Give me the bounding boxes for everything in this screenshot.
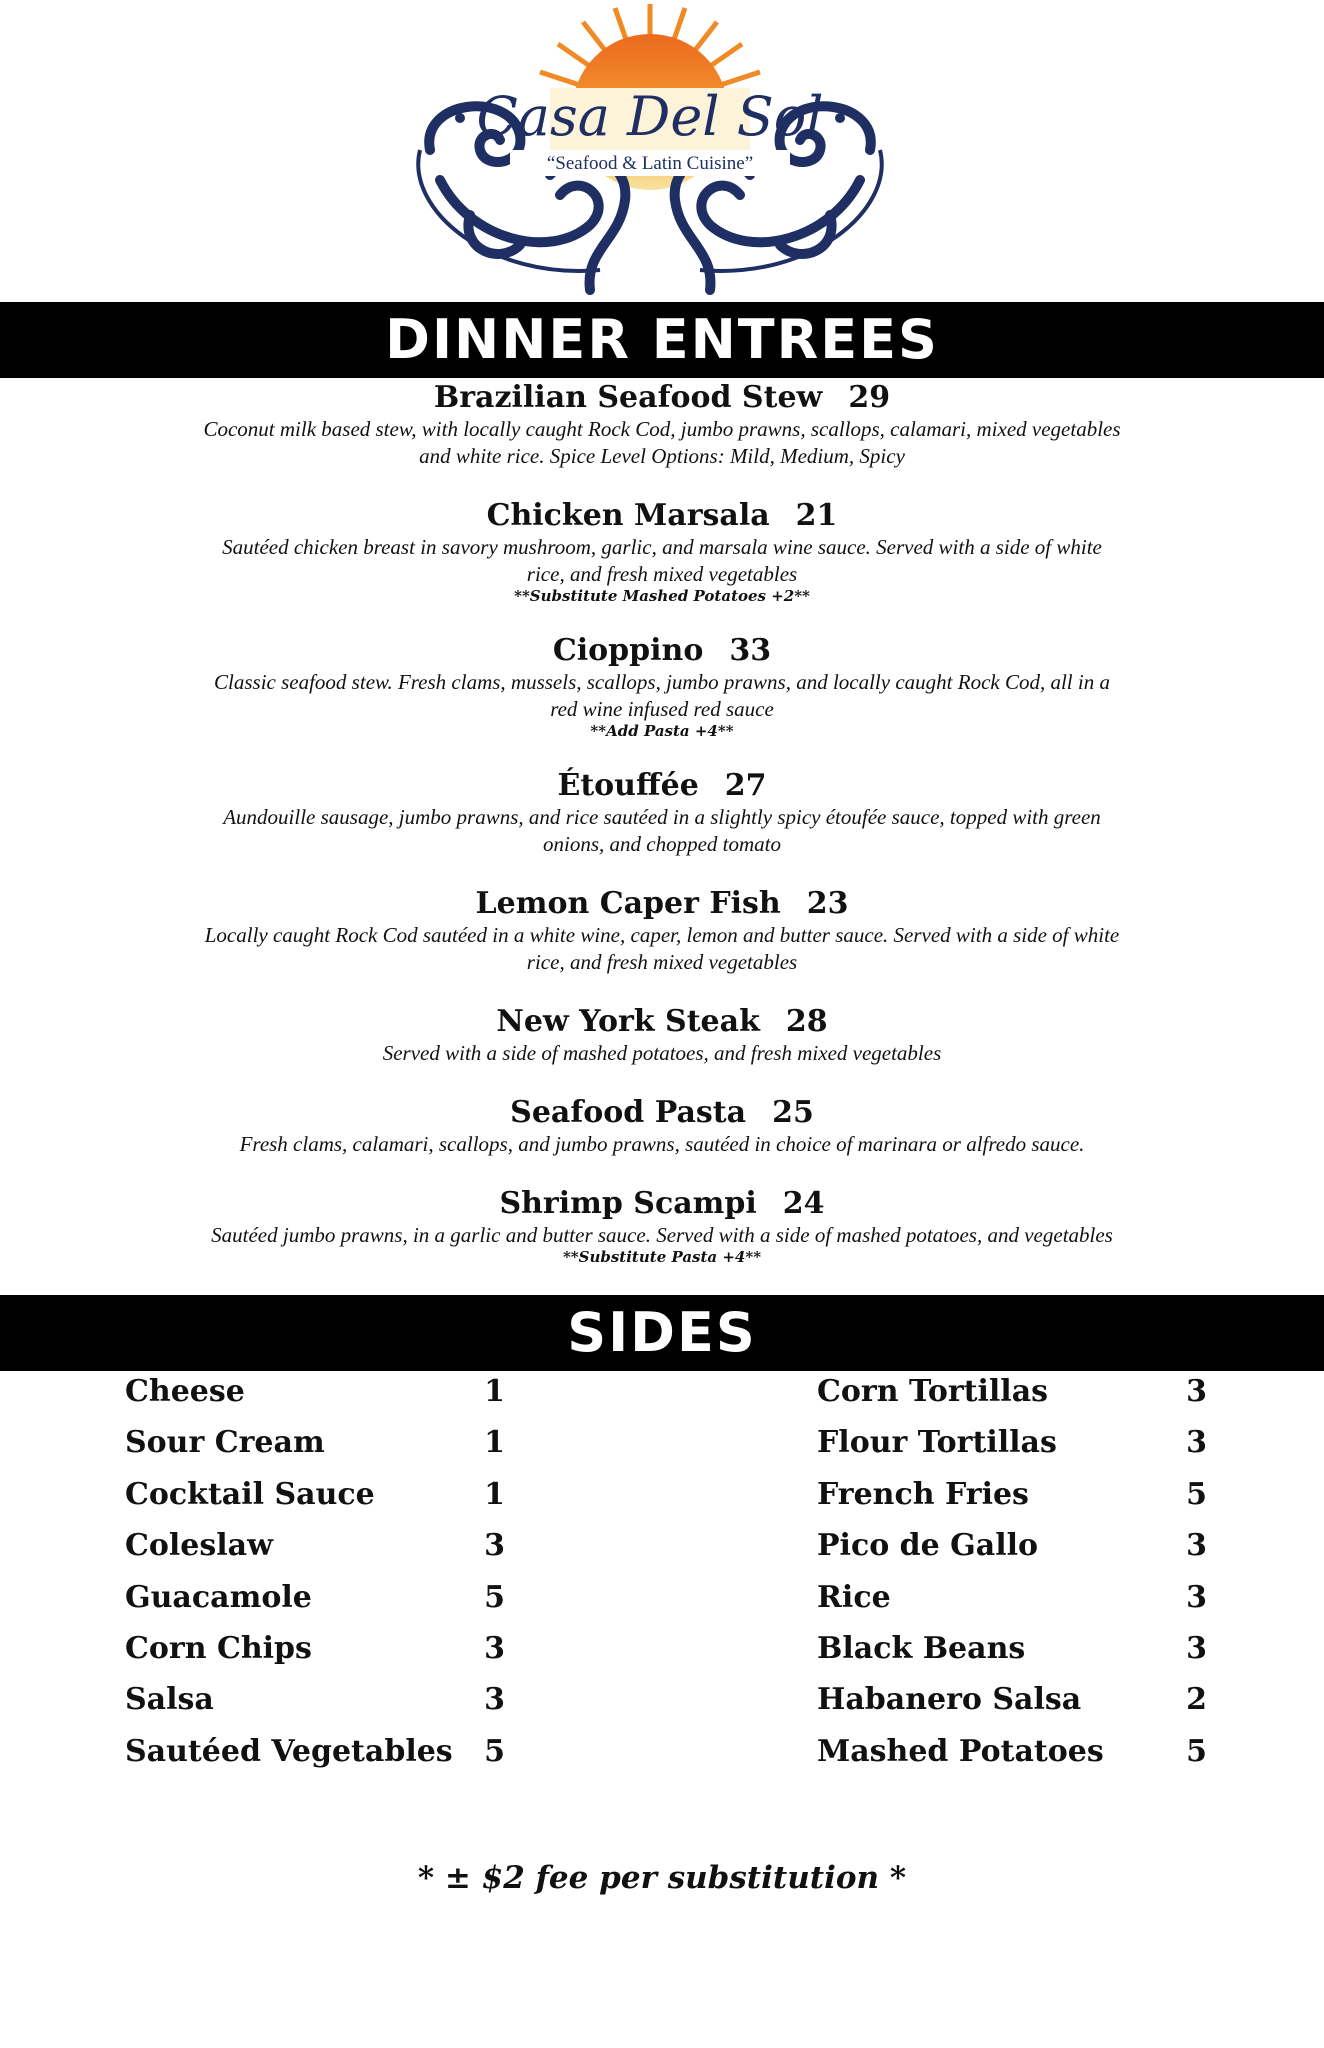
side-item: [817, 1370, 1207, 1421]
side-name: Rice: [817, 1579, 891, 1615]
side-price: 2: [1186, 1682, 1207, 1718]
logo-title: Casa Del Sol: [476, 85, 824, 148]
side-name: Mashed Potatoes: [817, 1733, 1104, 1769]
side-name: Corn Tortillas: [817, 1374, 1049, 1409]
side-name: Habanero Salsa: [817, 1682, 1082, 1718]
dinner-entrees-banner: DINNER ENTREES: [0, 302, 1324, 378]
side-item: [817, 1678, 1207, 1729]
sides-banner: SIDES: [0, 1295, 1324, 1371]
side-item: [125, 1473, 505, 1524]
entree-description-line: and white rice. Spice Level Options: Mild, Medium, Spicy: [419, 444, 905, 468]
entree-item: [60, 498, 1264, 605]
side-name: Pico de Gallo: [817, 1528, 1039, 1564]
entree-description-line: Sautéed jumbo prawns, in a garlic and butter sauce. Served with a side of mashed potatoes, and vegetables: [211, 1223, 1113, 1247]
side-name: Black Beans: [817, 1630, 1026, 1666]
entree-item: [60, 886, 1264, 976]
side-price: 1: [484, 1425, 505, 1461]
entree-price: 27: [724, 768, 767, 803]
entree-description-line: Served with a side of mashed potatoes, and fresh mixed vegetables: [382, 1041, 942, 1065]
entree-description-line: Fresh clams, calamari, scallops, and jumbo prawns, sautéed in choice of marinara or alfredo sauce.: [239, 1132, 1085, 1156]
side-price: 3: [1186, 1425, 1207, 1461]
side-name: Guacamole: [125, 1579, 312, 1615]
side-item: [125, 1370, 505, 1421]
side-item: [125, 1678, 505, 1729]
side-item: [125, 1730, 505, 1781]
substitution-fee-note: * ± $2 fee per substitution *: [417, 1860, 907, 1896]
entree-description-line: rice, and fresh mixed vegetables: [526, 562, 798, 586]
entree-description-line: rice, and fresh mixed vegetables: [526, 950, 798, 974]
side-name: Sautéed Vegetables: [125, 1733, 453, 1769]
side-price: 3: [1186, 1374, 1207, 1409]
sides-list-left: [125, 1370, 505, 1781]
entree-price: 33: [729, 633, 772, 668]
side-price: 1: [484, 1476, 505, 1512]
side-price: 3: [1186, 1630, 1207, 1666]
side-name: Cocktail Sauce: [125, 1476, 375, 1512]
entree-note: **Add Pasta +4**: [590, 722, 734, 740]
entree-price: 24: [782, 1186, 825, 1221]
side-price: 5: [484, 1733, 505, 1769]
side-name: French Fries: [817, 1476, 1029, 1512]
entree-price: 25: [772, 1095, 814, 1130]
entree-name: Brazilian Seafood Stew: [433, 380, 823, 415]
entree-price: 21: [795, 498, 838, 533]
entree-price: 28: [785, 1004, 828, 1039]
entree-name: Cioppino: [552, 633, 704, 668]
side-item: [125, 1627, 505, 1678]
entree-name: Chicken Marsala: [486, 498, 770, 533]
side-name: Coleslaw: [125, 1528, 273, 1564]
side-item: [817, 1524, 1207, 1575]
entree-note: **Substitute Mashed Potatoes +2**: [514, 587, 810, 605]
entree-name: Shrimp Scampi: [499, 1186, 757, 1221]
sides-list-right: [817, 1370, 1207, 1781]
side-price: 3: [484, 1682, 505, 1718]
entree-description-line: Classic seafood stew. Fresh clams, mussels, scallops, jumbo prawns, and locally caught Rock Cod, all in a: [214, 670, 1110, 694]
entree-item: [60, 1095, 1264, 1158]
entree-price: 23: [806, 886, 849, 921]
side-price: 1: [484, 1374, 505, 1409]
entree-description-line: Aundouille sausage, jumbo prawns, and rice sautéed in a slightly spicy étoufée sauce, topped with green: [223, 805, 1101, 829]
side-item: [817, 1421, 1207, 1472]
side-name: Sour Cream: [125, 1425, 325, 1461]
side-name: Cheese: [125, 1374, 245, 1409]
side-price: 5: [484, 1579, 505, 1615]
side-name: Flour Tortillas: [817, 1425, 1057, 1461]
logo-tagline: “Seafood & Latin Cuisine”: [546, 153, 754, 174]
entree-description-line: Coconut milk based stew, with locally caught Rock Cod, jumbo prawns, scallops, calamari, mixed vegetables: [203, 417, 1121, 441]
entree-name: New York Steak: [496, 1004, 760, 1039]
side-price: 3: [484, 1630, 505, 1666]
entree-description-line: Sautéed chicken breast in savory mushroom, garlic, and marsala wine sauce. Served with a side of white: [222, 535, 1102, 559]
entree-description-line: Locally caught Rock Cod sautéed in a white wine, caper, lemon and butter sauce. Served with a side of white: [204, 923, 1120, 947]
entree-item: [60, 1186, 1264, 1266]
side-price: 3: [1186, 1579, 1207, 1615]
entree-item: [60, 380, 1264, 470]
entree-item: [60, 633, 1264, 740]
entree-name: Seafood Pasta: [510, 1095, 747, 1130]
restaurant-logo: [400, 0, 900, 300]
side-price: 5: [1186, 1733, 1207, 1769]
entree-item: [60, 1004, 1264, 1067]
entree-price: 29: [848, 380, 891, 415]
sun-wave-logo-graphic: [400, 0, 900, 300]
entree-description-line: onions, and chopped tomato: [543, 832, 781, 856]
side-item: [125, 1421, 505, 1472]
side-price: 3: [484, 1528, 505, 1564]
entree-note: **Substitute Pasta +4**: [562, 1248, 762, 1266]
side-item: [125, 1576, 505, 1627]
side-item: [817, 1730, 1207, 1781]
entree-name: Étouffée: [557, 768, 699, 803]
entree-description-line: red wine infused red sauce: [550, 697, 774, 721]
side-price: 3: [1186, 1528, 1207, 1564]
entree-name: Lemon Caper Fish: [475, 886, 781, 921]
entree-item: [60, 768, 1264, 858]
entrees-list: [60, 380, 1264, 1294]
side-name: Corn Chips: [125, 1630, 312, 1666]
side-item: [817, 1473, 1207, 1524]
side-item: [817, 1576, 1207, 1627]
side-name: Salsa: [125, 1682, 214, 1718]
side-item: [125, 1524, 505, 1575]
side-price: 5: [1186, 1476, 1207, 1512]
side-item: [817, 1627, 1207, 1678]
